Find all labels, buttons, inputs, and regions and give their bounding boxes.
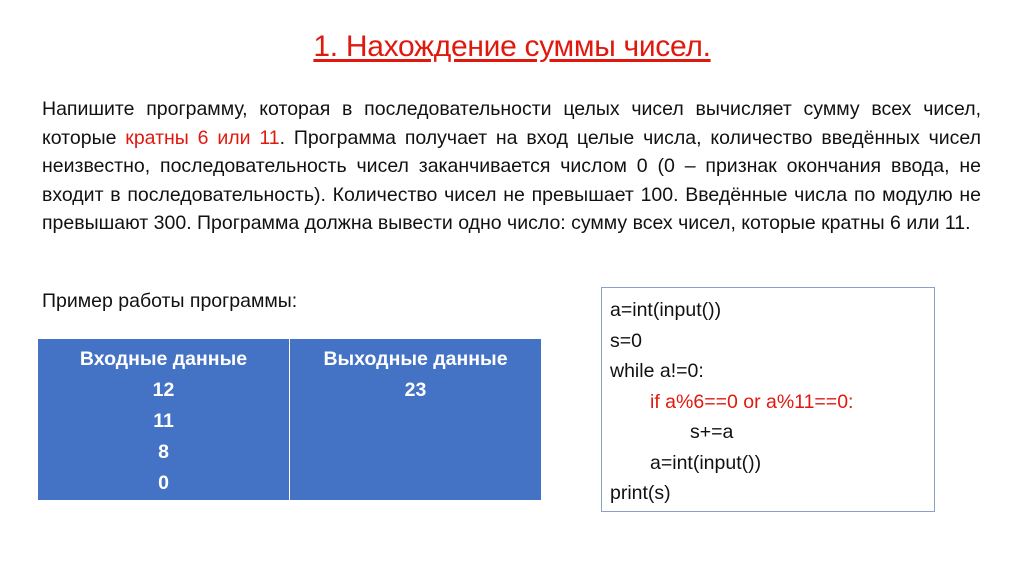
task-text-part2: . Программа получает на вход целые числа, количество введённых чисел неизвестно, последовательность чисел заканчивается числом 0 (0 – признак окончания ввода, не входит в последовательность). Количество чисел не превышает 100. Введённые числа по модулю не превышают 300. Программа должна вывести одно число: сумму всех чисел, которые кратны 6 или 11. — [42, 126, 981, 234]
code-line: if a%6==0 or a%11==0: — [650, 390, 854, 413]
code-line: while a!=0: — [610, 360, 704, 382]
output-header: Выходные данные — [323, 348, 508, 370]
slide-title: 1. Нахождение суммы чисел. — [313, 30, 711, 63]
code-line: print(s) — [610, 482, 671, 504]
input-value: 8 — [158, 441, 169, 463]
io-example-table — [37, 338, 542, 501]
output-column — [290, 339, 542, 501]
table-row — [38, 339, 542, 501]
task-text-part1: Напишите программу, которая в последовательности целых чисел вычисляет сумму всех чисел, которые — [42, 98, 981, 149]
input-column — [38, 339, 290, 501]
code-line: a=int(input()) — [610, 299, 722, 321]
input-value: 11 — [153, 410, 174, 432]
code-line: s+=a — [690, 421, 734, 443]
code-line: s=0 — [610, 329, 642, 352]
input-header: Входные данные — [79, 348, 248, 370]
code-line: a=int(input()) — [650, 451, 762, 474]
task-description — [42, 95, 981, 238]
task-text-highlight: кратны 6 или 11 — [125, 126, 280, 149]
input-value: 12 — [152, 379, 175, 401]
example-label: Пример работы программы: — [42, 290, 298, 312]
code-block — [601, 287, 935, 512]
output-value: 23 — [404, 379, 427, 401]
input-value: 0 — [158, 472, 169, 494]
